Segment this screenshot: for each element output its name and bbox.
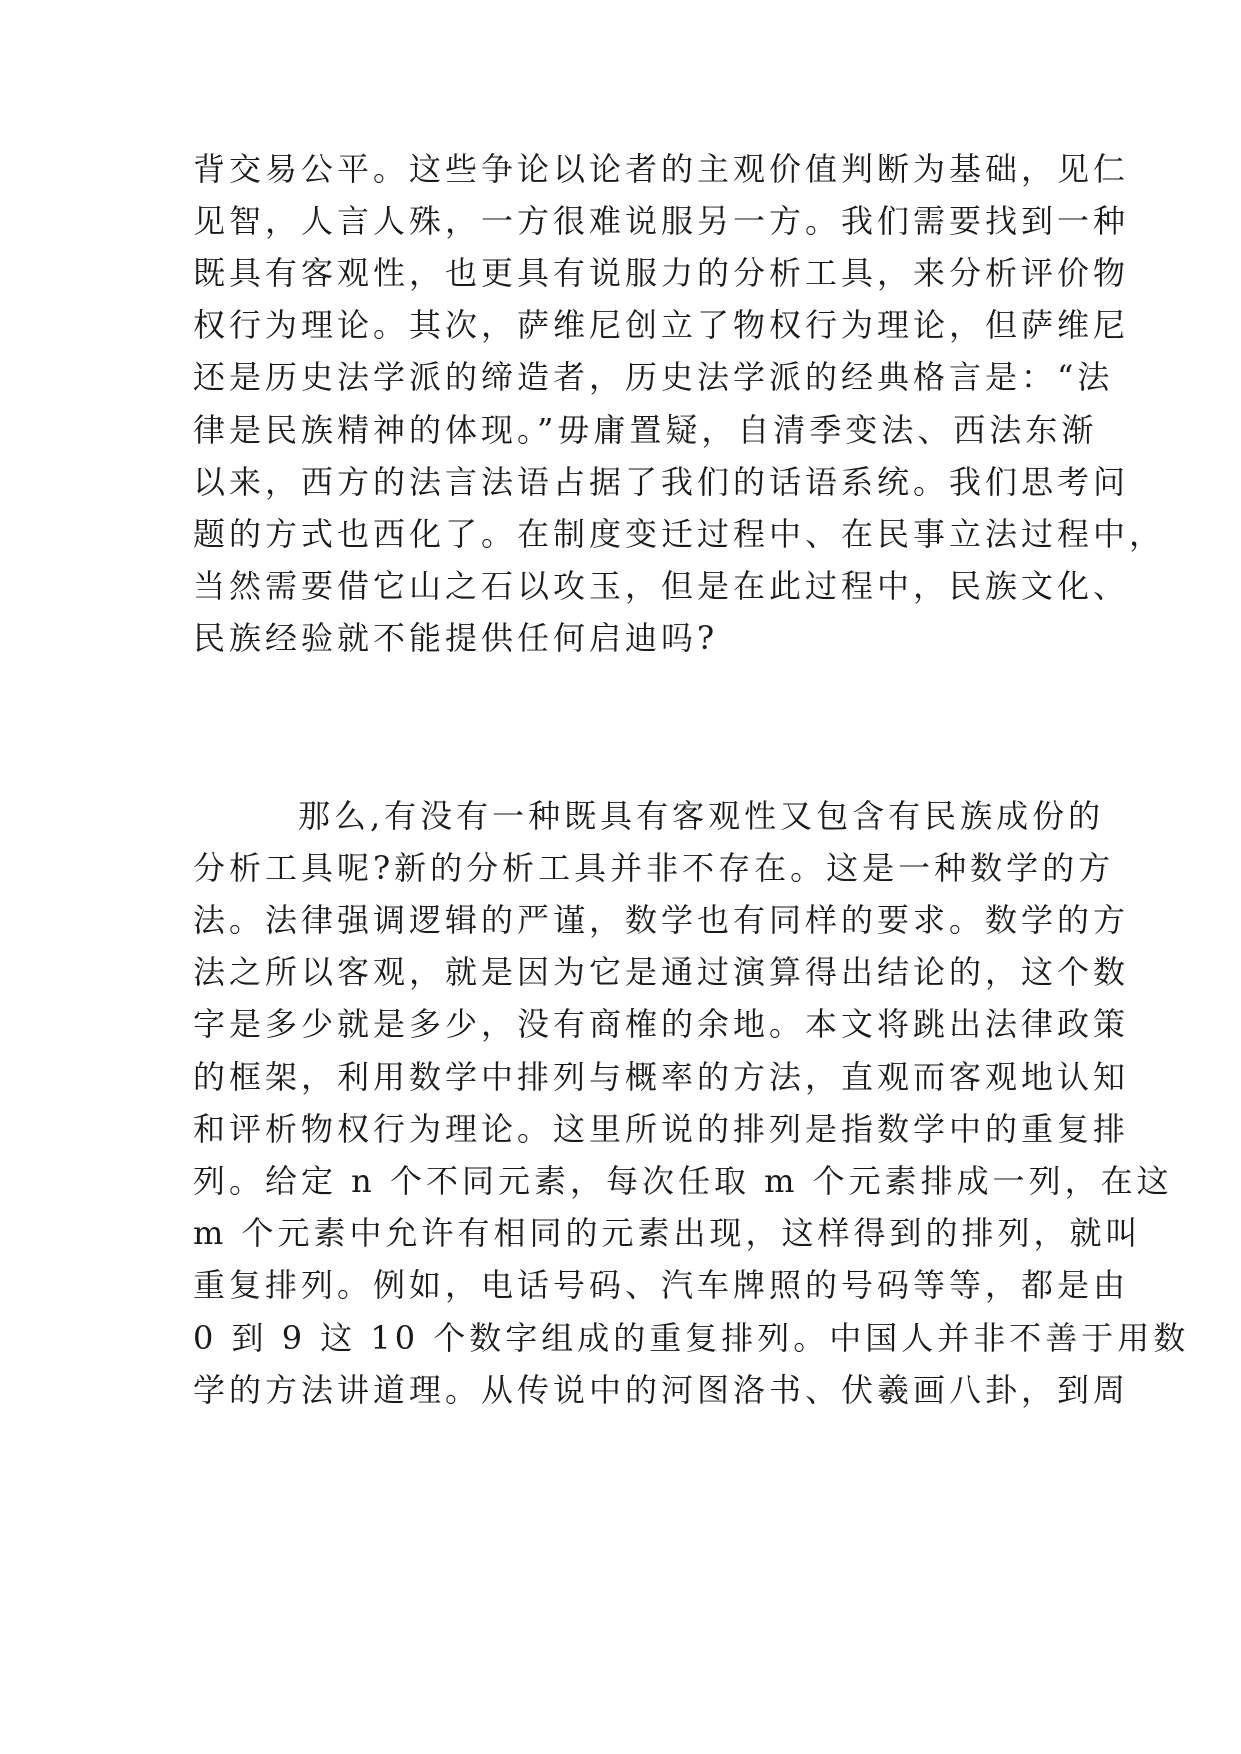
paragraph2-line: 重复排列。例如，电话号码、汽车牌照的号码等等，都是由 — [193, 1266, 1130, 1304]
paragraph2-line: 那么,有没有一种既具有客观性又包含有民族成份的 — [298, 797, 1105, 835]
paragraph1-line: 既具有客观性，也更具有说服力的分析工具，来分析评价物 — [193, 254, 1130, 292]
paragraph2-line: 字是多少就是多少，没有商榷的余地。本文将跳出法律政策 — [193, 1005, 1130, 1043]
paragraph1-line: 当然需要借它山之石以攻玉，但是在此过程中，民族文化、 — [193, 567, 1130, 605]
paragraph1-line: 题的方式也西化了。在制度变迁过程中、在民事立法过程中， — [193, 515, 1166, 553]
paragraph1-line: 律是民族精神的体现。”毋庸置疑，自清季变法、西法东渐 — [193, 411, 1098, 449]
paragraph2-line: 学的方法讲道理。从传说中的河图洛书、伏羲画八卦，到周 — [193, 1371, 1130, 1409]
paragraph1-line: 民族经验就不能提供任何启迪吗? — [193, 619, 719, 657]
paragraph1-line: 权行为理论。其次，萨维尼创立了物权行为理论，但萨维尼 — [193, 306, 1130, 344]
paragraph2-line: 法。法律强调逻辑的严谨，数学也有同样的要求。数学的方 — [193, 901, 1130, 939]
paragraph1-line: 背交易公平。这些争论以论者的主观价值判断为基础，见仁 — [193, 150, 1130, 188]
paragraph2-line: 0 到 9 这 10 个数字组成的重复排列。中国人并非不善于用数 — [193, 1319, 1190, 1357]
paragraph2-line: 和评析物权行为理论。这里所说的排列是指数学中的重复排 — [193, 1110, 1130, 1148]
paragraph2-line: 分析工具呢?新的分析工具并非不存在。这是一种数学的方 — [193, 849, 1115, 887]
paragraph2-line: 列。给定 n 个不同元素，每次任取 m 个元素排成一列，在这 — [193, 1162, 1173, 1200]
paragraph1-line: 还是历史法学派的缔造者，历史法学派的经典格言是：“法 — [193, 358, 1114, 396]
paragraph1-line: 见智，人言人殊，一方很难说服另一方。我们需要找到一种 — [193, 202, 1130, 240]
paragraph2-line: 的框架，利用数学中排列与概率的方法，直观而客观地认知 — [193, 1058, 1130, 1096]
paragraph1-line: 以来，西方的法言法语占据了我们的话语系统。我们思考问 — [193, 463, 1130, 501]
paragraph2-line: 法之所以客观，就是因为它是通过演算得出结论的，这个数 — [193, 953, 1130, 991]
paragraph2-line: m 个元素中允许有相同的元素出现，这样得到的排列，就叫 — [193, 1214, 1142, 1252]
